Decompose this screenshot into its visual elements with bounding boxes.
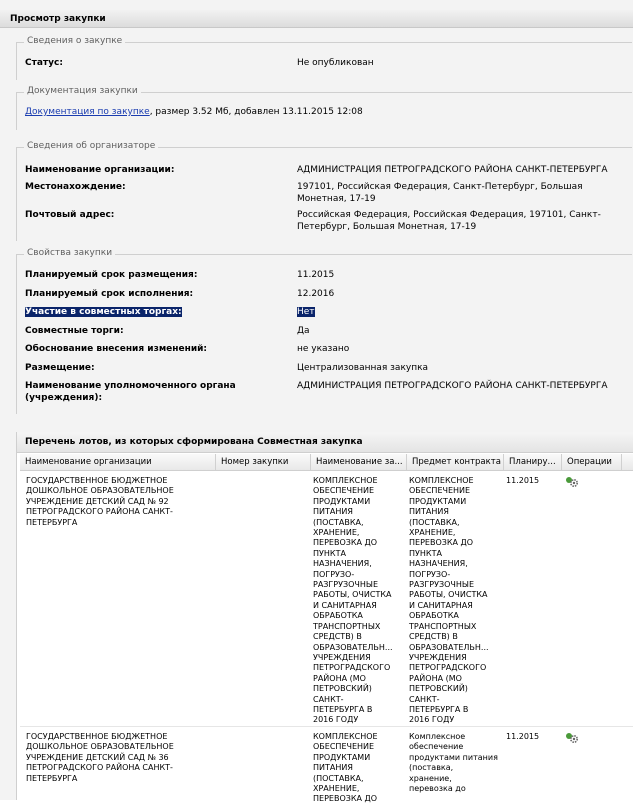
row1-subject: КОМПЛЕКСНОЕ ОБЕСПЕЧЕНИЕ ПРОДУКТАМИ ПИТАНИЯ (ПОСТАВКА, ХРАНЕНИЕ, ПЕРЕВОЗКА ДО ПУНКТА НАЗНАЧЕНИЯ, ПОГРУЗО- РАЗГРУЗОЧНЫЕ РАБОТЫ, ОЧИСТКА И САНИТАРНАЯ ОБРАБОТКА ТРАНСПОРТНЫХ СРЕДСТВ) В ОБРАЗОВАТЕЛЬН... УЧРЕЖДЕНИЯ ПЕТРОГРАДСКОГО РАЙОНА (МО ПЕТРОВСКИЙ) САНКТ- ПЕТЕРБУРГА В 2016 ГОДУ [409, 476, 489, 725]
col-contract-subject[interactable]: Предмет контракта [407, 454, 504, 470]
organizer-legend: Сведения об организаторе [24, 141, 158, 151]
change-reason-value: не указано [297, 344, 350, 354]
postal-line-1: Российская Федерация, Российская Федерация, 197101, Санкт- [297, 210, 601, 220]
status-value: Не опубликован [297, 58, 374, 68]
row2-subject: Комплексное обеспечение продуктами питания (поставка, хранение, перевозка до [409, 732, 498, 794]
joint-trades-label: Совместные торги: [25, 326, 124, 336]
row2-org: ГОСУДАРСТВЕННОЕ БЮДЖЕТНОЕ ДОШКОЛЬНОЕ ОБРАЗОВАТЕЛЬНОЕ УЧРЕЖДЕНИЕ ДЕТСКИЙ САД № 36 ПЕТРОГРАДСКОГО РАЙОНА САНКТ- ПЕТЕРБУРГА [26, 732, 174, 783]
location-line-2: Монетная, 17-19 [297, 194, 376, 204]
authorized-value: АДМИНИСТРАЦИЯ ПЕТРОГРАДСКОГО РАЙОНА САНКТ-ПЕТЕРБУРГА [297, 381, 608, 391]
joint-participation-value: Нет [297, 307, 315, 317]
col-org-name[interactable]: Наименование организации [20, 454, 216, 470]
gear-icon[interactable] [565, 732, 579, 744]
col-planned[interactable]: Планиру... [504, 454, 562, 470]
location-label: Местонахождение: [25, 182, 126, 192]
joint-trades-value: Да [297, 326, 310, 336]
row1-org: ГОСУДАРСТВЕННОЕ БЮДЖЕТНОЕ ДОШКОЛЬНОЕ ОБРАЗОВАТЕЛЬНОЕ УЧРЕЖДЕНИЕ ДЕТСКИЙ САД № 92 ПЕТРОГРАДСКОГО РАЙОНА САНКТ- ПЕТЕРБУРГА [26, 476, 174, 527]
placement-term-label: Планируемый срок размещения: [25, 270, 198, 280]
authorized-label-line-2: (учреждения): [25, 393, 103, 403]
lots-grid-title: Перечень лотов, из которых сформирована Совместная закупка [17, 432, 633, 453]
org-name-label: Наименование организации: [25, 165, 175, 175]
col-procurement-number[interactable]: Номер закупки [216, 454, 311, 470]
location-value [297, 181, 617, 205]
row2-planned: 11.2015 [506, 732, 540, 741]
postal-label: Почтовый адрес: [25, 210, 115, 220]
authorized-label-line-1: Наименование уполномоченного органа [25, 381, 236, 391]
window-title: Просмотр закупки [0, 10, 633, 28]
col-procurement-name[interactable]: Наименование за... [311, 454, 407, 470]
location-line-1: 197101, Российская Федерация, Санкт-Петербург, Большая [297, 182, 583, 192]
joint-participation-label: Участие в совместных торгах: [25, 307, 182, 317]
row-separator [20, 726, 633, 727]
row1-planned: 11.2015 [506, 476, 540, 485]
properties-legend: Свойства закупки [24, 248, 115, 258]
status-label: Статус: [25, 58, 63, 68]
gear-icon[interactable] [565, 476, 579, 488]
documentation-link[interactable]: Документация по закупке [25, 107, 150, 117]
execution-term-value: 12.2016 [297, 289, 335, 299]
lots-grid-header [20, 454, 633, 471]
col-operations[interactable]: Операции [562, 454, 622, 470]
org-name-value: АДМИНИСТРАЦИЯ ПЕТРОГРАДСКОГО РАЙОНА САНКТ-ПЕТЕРБУРГА [297, 165, 608, 175]
row1-name: КОМПЛЕКСНОЕ ОБЕСПЕЧЕНИЕ ПРОДУКТАМИ ПИТАНИЯ (ПОСТАВКА, ХРАНЕНИЕ, ПЕРЕВОЗКА ДО ПУНКТА НАЗНАЧЕНИЯ, ПОГРУЗО- РАЗГРУЗОЧНЫЕ РАБОТЫ, ОЧИСТКА И САНИТАРНАЯ ОБРАБОТКА ТРАНСПОРТНЫХ СРЕДСТВ) В ОБРАЗОВАТЕЛЬН... УЧРЕЖДЕНИЯ ПЕТРОГРАДСКОГО РАЙОНА (МО ПЕТРОВСКИЙ) САНКТ- ПЕТЕРБУРГА В 2016 ГОДУ [313, 476, 393, 725]
authorized-label [25, 380, 285, 404]
execution-term-label: Планируемый срок исполнения: [25, 289, 194, 299]
organizer-section [16, 141, 632, 241]
documentation-details: , размер 3.52 Мб, добавлен 13.11.2015 12:08 [149, 107, 363, 117]
change-reason-label: Обоснование внесения изменений: [25, 344, 208, 354]
lots-grid [16, 432, 633, 804]
properties-section [16, 248, 632, 414]
placement-value: Централизованная закупка [297, 363, 429, 373]
procurement-info-section [16, 36, 632, 80]
row2-name: КОМПЛЕКСНОЕ ОБЕСПЕЧЕНИЕ ПРОДУКТАМИ ПИТАНИЯ (ПОСТАВКА, ХРАНЕНИЕ, ПЕРЕВОЗКА ДО [313, 732, 378, 804]
placement-term-value: 11.2015 [297, 270, 335, 280]
procurement-info-legend: Сведения о закупке [24, 36, 125, 46]
documentation-section [16, 86, 632, 130]
postal-line-2: Петербург, Большая Монетная, 17-19 [297, 222, 477, 232]
postal-value [297, 209, 617, 233]
documentation-legend: Документация закупки [24, 86, 141, 96]
placement-label: Размещение: [25, 363, 95, 373]
